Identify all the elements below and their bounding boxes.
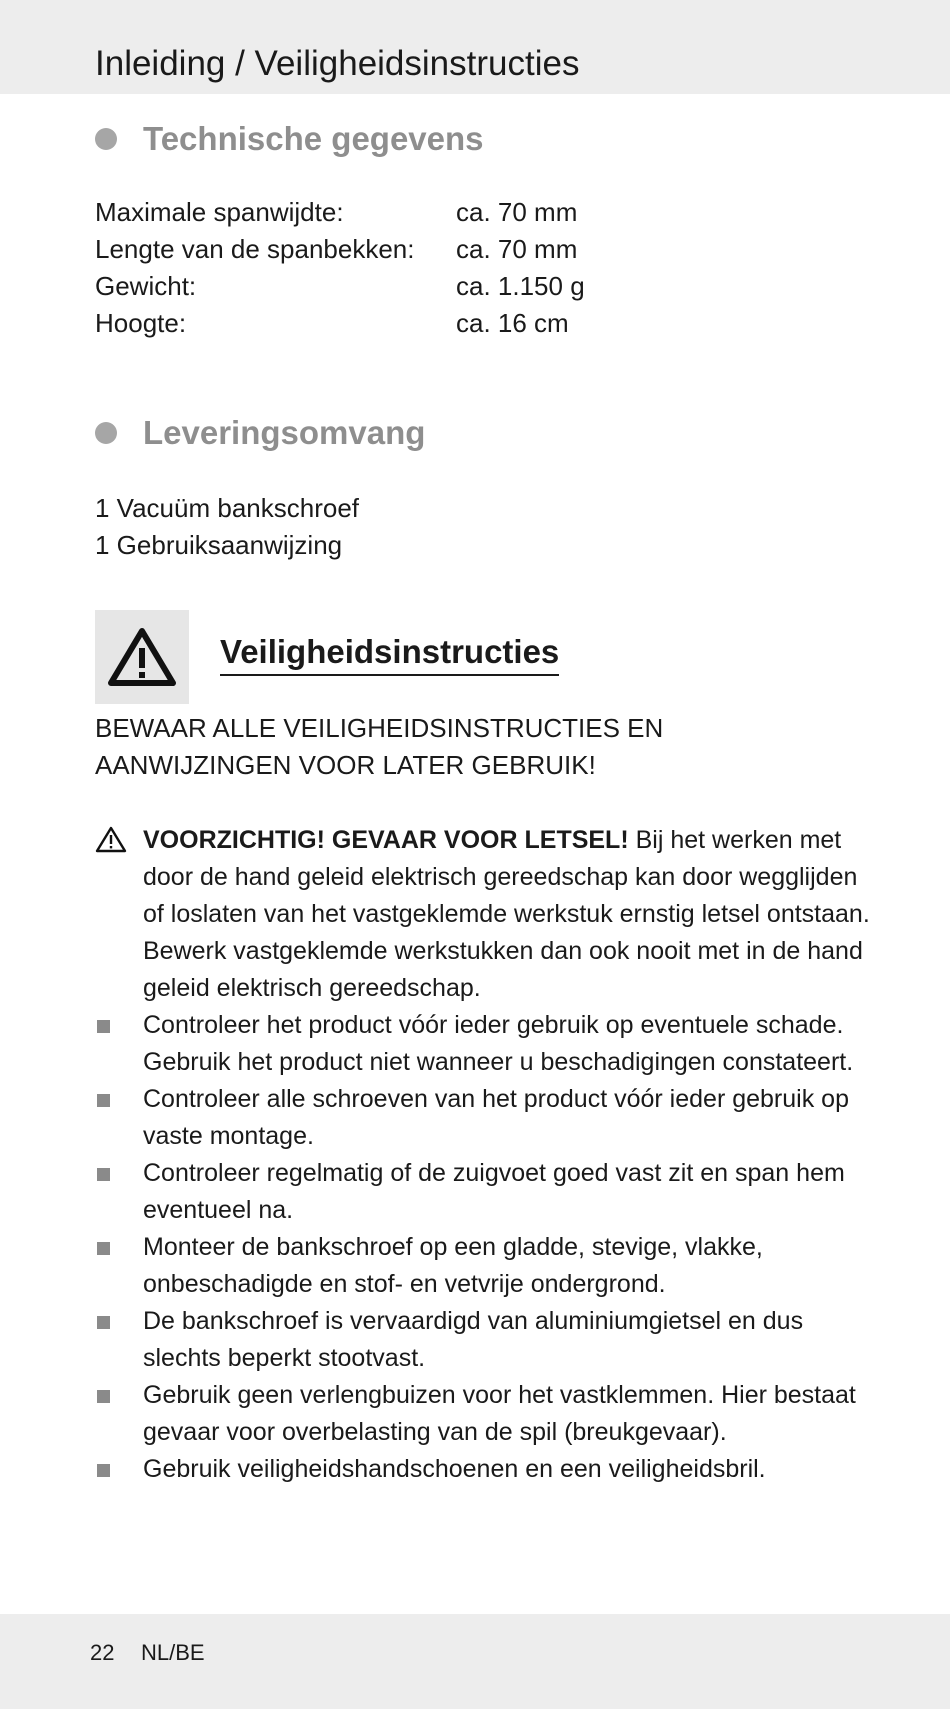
list-item — [95, 1451, 875, 1488]
list-item-text: Monteer de bankschroef op een gladde, stevige, vlakke, onbeschadigde en stof- en vetvrije ondergrond. — [143, 1233, 763, 1298]
keep-instructions-notice: BEWAAR ALLE VEILIGHEIDSINSTRUCTIES EN AANWIJZINGEN VOOR LATER GEBRUIK! — [95, 713, 664, 780]
page-number: 22 — [90, 1640, 115, 1665]
caution-item — [95, 822, 875, 1007]
spec-value: ca. 16 cm — [456, 308, 569, 338]
caution-label: VOORZICHTIG! GEVAAR VOOR LETSEL! — [143, 826, 629, 854]
spec-value: ca. 70 mm — [456, 234, 578, 264]
caution-text: Bij het werken met door de hand geleid elektrisch gereedschap kan door wegglijden of loslaten van het vastgeklemde werkstuk ernstig letsel ontstaan. Bewerk vastgeklemde werkstukken dan ook nooit met in de hand geleid elektrisch gereedschap. — [143, 826, 870, 1002]
list-item — [95, 1155, 875, 1229]
spec-row — [95, 305, 585, 342]
list-item-text: Controleer regelmatig of de zuigvoet goed vast zit en span hem eventueel na. — [143, 1159, 845, 1224]
spec-row — [95, 268, 585, 305]
list-item — [95, 1229, 875, 1303]
page-region: NL/BE — [141, 1640, 205, 1665]
list-item-text: De bankschroef is vervaardigd van aluminiumgietsel en dus slechts beperkt stootvast. — [143, 1307, 804, 1372]
list-item: 1 Vacuüm bankschroef — [95, 493, 359, 523]
list-item — [95, 1007, 875, 1081]
list-item-text: Gebruik veiligheidshandschoenen en een veiligheidsbril. — [143, 1455, 766, 1483]
spec-label: Lengte van de spanbekken: — [95, 234, 415, 264]
square-bullet-icon — [97, 1242, 110, 1255]
spec-label: Gewicht: — [95, 271, 197, 301]
spec-label: Hoogte: — [95, 308, 187, 338]
spec-table — [95, 194, 585, 342]
safety-heading: Veiligheidsinstructies — [220, 632, 559, 676]
technical-heading — [95, 117, 484, 161]
list-item — [95, 1081, 875, 1155]
square-bullet-icon — [97, 1168, 110, 1181]
square-bullet-icon — [97, 1464, 110, 1477]
spec-row — [95, 194, 585, 231]
delivery-heading — [95, 411, 425, 455]
delivery-list — [95, 490, 359, 564]
caution-triangle-icon — [95, 825, 127, 853]
spec-row — [95, 231, 585, 268]
square-bullet-icon — [97, 1020, 110, 1033]
technical-heading-text: Technische gegevens — [143, 120, 484, 157]
square-bullet-icon — [97, 1316, 110, 1329]
square-bullet-icon — [97, 1390, 110, 1403]
list-item: 1 Gebruiksaanwijzing — [95, 530, 343, 560]
delivery-heading-text: Leveringsomvang — [143, 414, 426, 451]
bullet-dot-icon — [95, 128, 117, 150]
safety-list — [95, 822, 875, 1488]
list-item-text: Controleer alle schroeven van het product vóór ieder gebruik op vaste montage. — [143, 1085, 849, 1150]
square-bullet-icon — [97, 1094, 110, 1107]
bullet-dot-icon — [95, 422, 117, 444]
warning-triangle-icon — [95, 610, 189, 704]
page-title: Inleiding / Veiligheidsinstructies — [95, 44, 580, 83]
list-item-text: Gebruik geen verlengbuizen voor het vastklemmen. Hier bestaat gevaar voor overbelasting van de spil (breukgevaar). — [143, 1381, 856, 1446]
spec-value: ca. 1.150 g — [456, 271, 585, 301]
list-item-text: Controleer het product vóór ieder gebruik op eventuele schade. Gebruik het product niet wanneer u beschadigingen constateert. — [143, 1011, 854, 1076]
list-item — [95, 1303, 875, 1377]
spec-label: Maximale spanwijdte: — [95, 197, 344, 227]
spec-value: ca. 70 mm — [456, 197, 578, 227]
list-item — [95, 1377, 875, 1451]
